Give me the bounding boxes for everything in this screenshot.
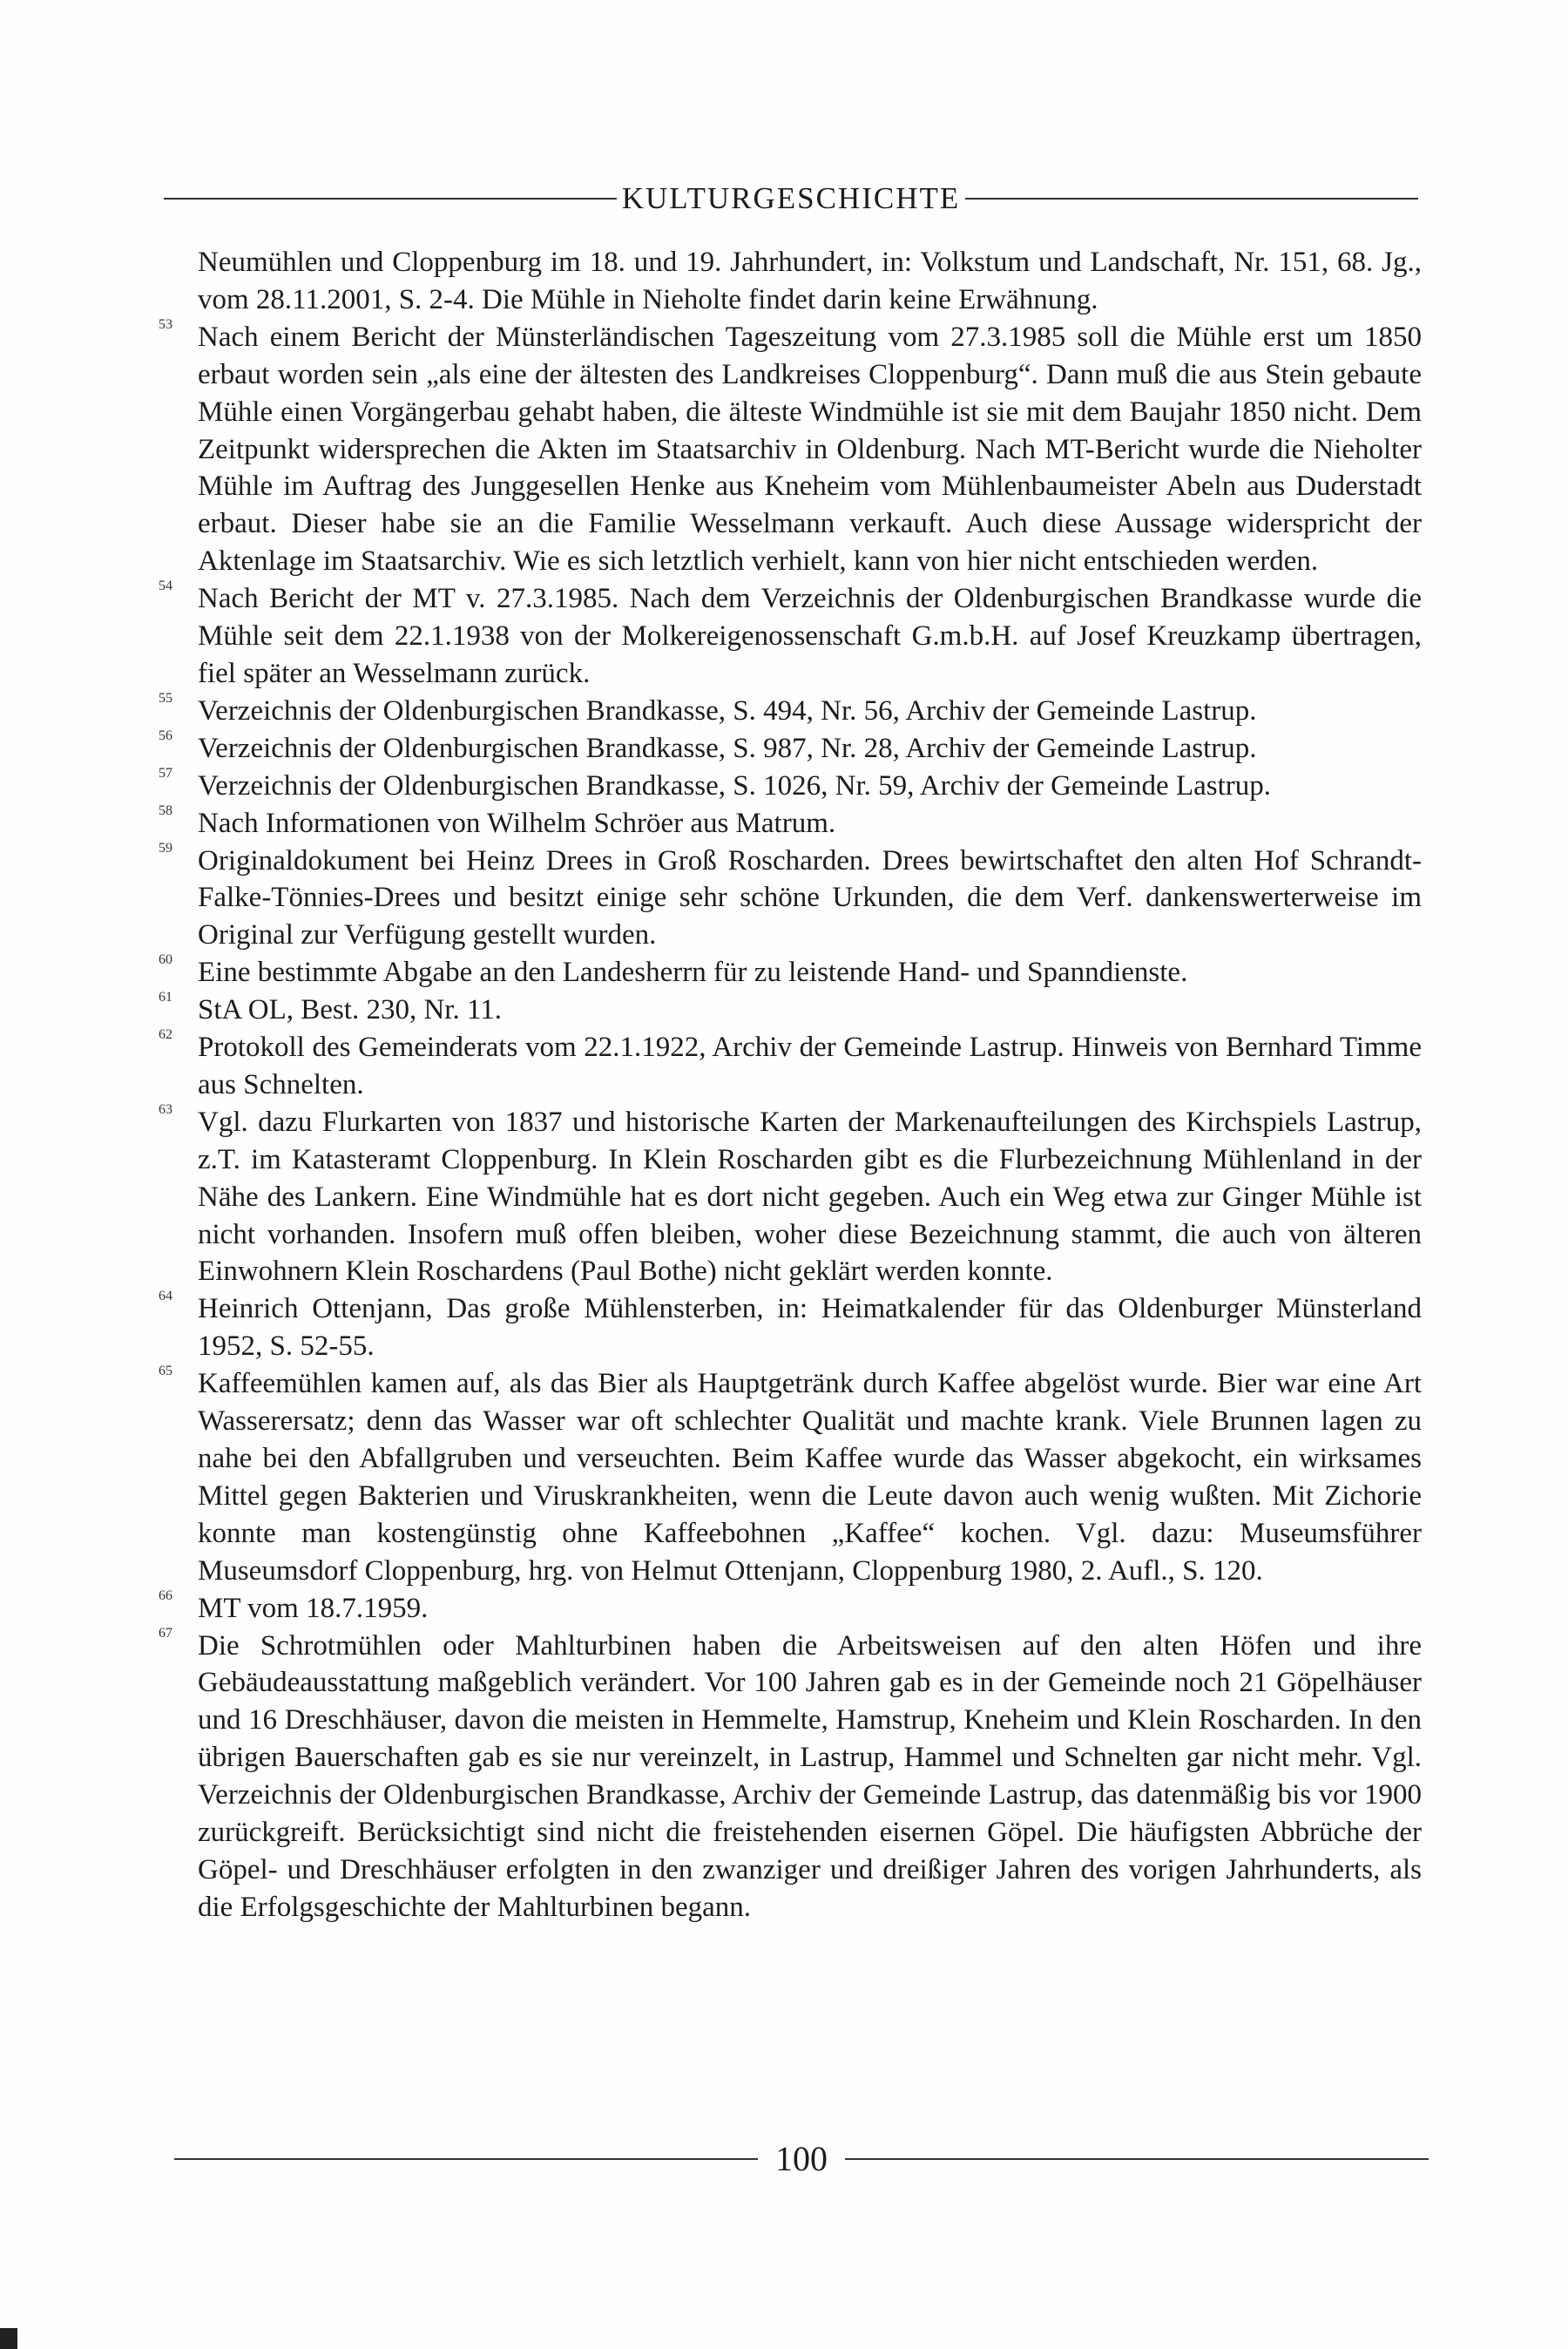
footnote-65 [159, 1365, 1422, 1589]
footnote-number: 57 [159, 765, 172, 781]
footnote-number: 58 [159, 802, 172, 818]
footnote-text: Heinrich Ottenjann, Das große Mühlensterben, in: Heimatkalender für das Oldenburger Münsterland 1952, S. 52-55. [198, 1293, 1422, 1363]
footnote-text: Vgl. dazu Flurkarten von 1837 und historische Karten der Markenaufteilungen des Kirchspiels Lastrup, z.T. im Katasteramt Cloppenburg. In Klein Roscharden gibt es die Flurbezeichnung Mühlenland in der Nähe des Lankern. Eine Windmühle hat es dort nicht gegeben. Auch ein Weg etwa zur Ginger Mühle ist nicht vorhanden. Insofern muß offen bleiben, woher diese Bezeichnung stammt, die auch von älteren Einwohnern Klein Roschardens (Paul Bothe) nicht geklärt werden konnte. [198, 1106, 1422, 1288]
footnote-53 [159, 316, 1422, 580]
footnote-number: 56 [159, 728, 172, 743]
running-header [164, 183, 1418, 213]
footnote-64 [159, 1290, 1422, 1365]
footnote-55 [159, 690, 1422, 730]
scan-corner-mark [0, 2328, 17, 2349]
footnote-62 [159, 1029, 1422, 1104]
footnote-text: Nach Informationen von Wilhelm Schröer aus Matrum. [198, 807, 836, 839]
footnote-57 [159, 765, 1422, 805]
footnote-number: 63 [159, 1101, 172, 1117]
footer-rule-left [174, 2158, 758, 2160]
footnote-text: MT vom 18.7.1959. [198, 1592, 429, 1624]
footnote-text: Nach Bericht der MT v. 27.3.1985. Nach dem Verzeichnis der Oldenburgischen Brandkasse wurde die Mühle seit dem 22.1.1938 von der Molkereigenossenschaft G.m.b.H. auf Josef Kreuzkamp übertragen, fiel später an Wesselmann zurück. [198, 583, 1422, 689]
footnote-61 [159, 992, 1422, 1029]
footnote-number: 67 [159, 1625, 172, 1641]
footnotes [159, 244, 1422, 1926]
footnote-text: Originaldokument bei Heinz Drees in Groß Roscharden. Drees bewirtschaftet den alten Hof Schrandt-Falke-Tönnies-Drees und besitzt einige sehr schöne Urkunden, die dem Verf. dankenswerterweise im Original zur Verfügung gestellt wurden. [198, 844, 1422, 951]
footnote-58 [159, 802, 1422, 843]
footnote-number: 54 [159, 579, 172, 594]
footnote-text: Nach einem Bericht der Münsterländischen Tageszeitung vom 27.3.1985 soll die Mühle erst um 1850 erbaut worden sein „als eine der ältesten des Landkreises Cloppenburg“. Dann muß die aus Stein gebaute Mühle einen Vorgängerbau gehabt haben, die älteste Windmühle ist sie mit dem Baujahr 1850 nicht. Dem Zeitpunkt widersprechen die Akten im Staatsarchiv in Oldenburg. Nach MT-Bericht wurde die Nieholter Mühle im Auftrag des Junggesellen Henke aus Kneheim vom Mühlenbaumeister Abeln aus Duderstadt erbaut. Dieser habe sie an die Familie Wesselmann verkauft. Auch diese Aussage widerspricht der Aktenlage im Staatsarchiv. Wie es sich letztlich verhielt, kann von hier nicht entschieden werden. [198, 321, 1422, 578]
footnote-number: 55 [159, 690, 172, 706]
footnote-number: 62 [159, 1027, 172, 1043]
footnote-text: Verzeichnis der Oldenburgischen Brandkasse, S. 1026, Nr. 59, Archiv der Gemeinde Lastrup. [198, 769, 1272, 802]
footnote-56 [159, 730, 1422, 768]
footnote-number: 65 [159, 1364, 172, 1379]
header-rule-right [965, 198, 1418, 200]
footnote-number: 64 [159, 1289, 172, 1304]
footnote-text: Protokoll des Gemeinderats vom 22.1.1922, Archiv der Gemeinde Lastrup. Hinweis von Bernhard Timme aus Schnelten. [198, 1032, 1422, 1100]
footnote-59 [159, 840, 1422, 955]
footnote-text: Kaffeemühlen kamen auf, als das Bier als Hauptgetränk durch Kaffee abgelöst wurde. Bier war eine Art Wasserersatz; denn das Wasser war oft schlechter Qualität und machte krank. Viele Brunnen lagen zu nahe bei den Abfallgruben und verseuchten. Beim Kaffee wurde das Wasser abgekocht, ein wirksames Mittel gegen Bakterien und Viruskrankheiten, wenn die Leute davon auch wenig wußten. Mit Zichorie konnte man kostengünstig ohne Kaffeebohnen „Kaffee“ kochen. Vgl. dazu: Museumsführer Museumsdorf Cloppenburg, hrg. von Helmut Ottenjann, Cloppenburg 1980, 2. Aufl., S. 120. [198, 1368, 1422, 1587]
footer-rule-right [845, 2158, 1429, 2160]
footnote-text: Verzeichnis der Oldenburgischen Brandkasse, S. 494, Nr. 56, Archiv der Gemeinde Lastrup. [198, 694, 1257, 727]
footnote-66 [159, 1587, 1422, 1628]
footnote-text: Neumühlen und Cloppenburg im 18. und 19. Jahrhundert, in: Volkstum und Landschaft, Nr. 151, 68. Jg., vom 28.11.2001, S. 2-4. Die Mühle in Nieholte findet darin keine Erwähnung. [198, 247, 1422, 315]
footnote-number: 59 [159, 840, 172, 856]
page-footer [174, 2139, 1429, 2178]
footnote-text: Die Schrotmühlen oder Mahlturbinen haben die Arbeitsweisen auf den alten Höfen und ihre Gebäudeausstattung maßgeblich verändert. Vor 100 Jahren gab es in der Gemeinde noch 21 Göpelhäuser und 16 Dreschhäuser, davon die meisten in Hemmelte, Hamstrup, Kneheim und Klein Roscharden. In den übrigen Bauerschaften gab es sie nur vereinzelt, in Lastrup, Hammel und Schnelten gar nicht mehr. Vgl. Verzeichnis der Oldenburgischen Brandkasse, Archiv der Gemeinde Lastrup, das datenmäßig bis vor 1900 zurückgreift. Berücksichtigt sind nicht die freistehenden eisernen Göpel. Die häufigsten Abbrüche der Göpel- und Dreschhäuser erfolgten in den zwanziger und dreißiger Jahren des vorigen Jahrhunderts, als die Erfolgsgeschichte der Mahlturbinen begann. [198, 1629, 1422, 1923]
section-title: KULTURGESCHICHTE [621, 181, 961, 215]
page-number: 100 [775, 2139, 828, 2178]
footnote-text: Eine bestimmte Abgabe an den Landesherrn für zu leistende Hand- und Spanndienste. [198, 957, 1188, 989]
header-rule-left [164, 198, 617, 200]
footnote-number: 66 [159, 1587, 172, 1603]
footnote-continued [159, 244, 1422, 319]
footnote-number: 61 [159, 990, 172, 1005]
footnote-60 [159, 954, 1422, 992]
footnote-text: Verzeichnis der Oldenburgischen Brandkasse, S. 987, Nr. 28, Archiv der Gemeinde Lastrup. [198, 732, 1257, 764]
footnote-text: StA OL, Best. 230, Nr. 11. [198, 994, 502, 1026]
footnote-63 [159, 1101, 1422, 1291]
footnote-67 [159, 1625, 1422, 1926]
footnote-number: 60 [159, 952, 172, 968]
footnote-54 [159, 580, 1422, 693]
footnote-number: 53 [159, 316, 172, 332]
